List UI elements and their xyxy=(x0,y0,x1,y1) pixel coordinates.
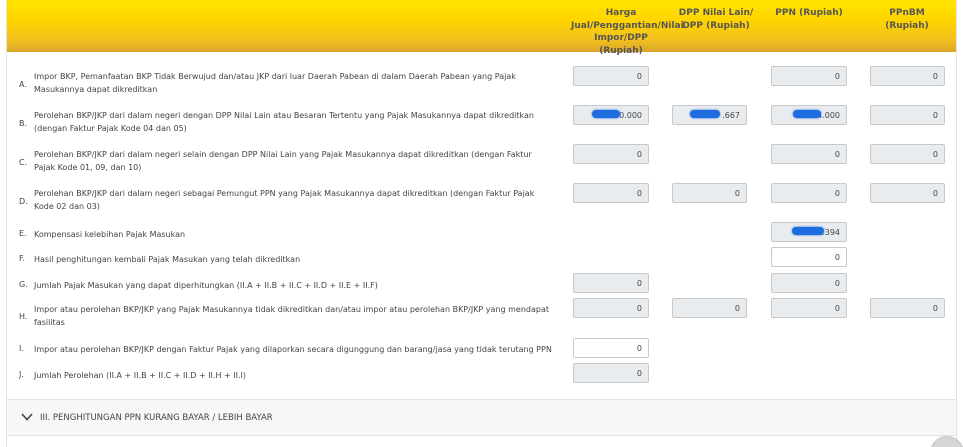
table-header xyxy=(7,0,956,56)
row-letter: D. xyxy=(19,197,28,206)
section-iii-toggle[interactable] xyxy=(7,399,956,436)
row-description: Hasil penghitungan kembali Pajak Masukan yang telah dikreditkan xyxy=(34,255,301,264)
harga-jual-field-j[interactable] xyxy=(573,363,649,383)
dpp-nilai-lain-field-d[interactable] xyxy=(672,183,747,203)
header-dpp-nilai-lain: DPP Nilai Lain/ DPP (Rupiah) xyxy=(678,8,754,31)
header-harga-jual: Harga Jual/Penggantian/Nilai Impor/DPP (Rupiah) xyxy=(571,8,684,56)
chevron-down-icon xyxy=(21,412,33,422)
redaction-mark xyxy=(793,110,821,118)
row-description: Jumlah Perolehan (II.A + II.B + II.C + II.D + II.H + II.I) xyxy=(34,371,246,380)
row-description: Impor atau perolehan BKP/JKP dengan Faktur Pajak yang dilaporkan secara digunggung dan barang/jasa yang tidak terutang PPN xyxy=(34,345,552,354)
ppn-field-a[interactable] xyxy=(771,66,847,86)
harga-jual-field-a[interactable] xyxy=(573,66,649,86)
row-description: Jumlah Pajak Masukan yang dapat diperhitungkan (II.A + II.B + II.C + II.D + II.E + II.F) xyxy=(34,281,378,290)
ppn-field-d[interactable] xyxy=(771,183,847,203)
harga-jual-field-h[interactable] xyxy=(573,298,649,318)
row-description: Perolehan BKP/JKP dari dalam negeri selain dengan DPP Nilai Lain yang Pajak Masukannya dapat dikreditkan (dengan Faktur Pajak Kode 01, 09, dan 10) xyxy=(34,150,532,172)
row-description: Impor atau perolehan BKP/JKP yang Pajak Masukannya tidak dikreditkan dan/atau impor atau perolehan BKP/JKP yang mendapat fasilitas xyxy=(34,305,550,327)
row-letter: J. xyxy=(19,370,24,379)
form-panel xyxy=(6,0,957,447)
redaction-mark xyxy=(690,110,720,118)
harga-jual-field-i[interactable] xyxy=(573,338,649,358)
dpp-nilai-lain-field-h[interactable] xyxy=(672,298,747,318)
row-description: Perolehan BKP/JKP dari dalam negeri dengan DPP Nilai Lain atau Besaran Tertentu yang Pajak Masukannya dapat dikreditkan (dengan Faktur Pajak Kode 04 dan 05) xyxy=(34,111,534,133)
row-letter: F. xyxy=(19,254,25,263)
ppnbm-field-c[interactable] xyxy=(870,144,945,164)
ppn-field-c[interactable] xyxy=(771,144,847,164)
row-letter: E. xyxy=(19,229,27,238)
redaction-mark xyxy=(792,227,824,235)
row-description: Impor BKP, Pemanfaatan BKP Tidak Berwujud dan/atau JKP dari luar Daerah Pabean di dalam Daerah Pabean yang Pajak Masukannya dapat dikreditkan xyxy=(34,72,516,94)
harga-jual-field-g[interactable] xyxy=(573,273,649,293)
ppnbm-field-b[interactable] xyxy=(870,105,945,125)
row-letter: A. xyxy=(19,80,27,89)
row-letter: G. xyxy=(19,280,28,289)
row-letter: B. xyxy=(19,119,28,128)
header-ppn: PPN (Rupiah) xyxy=(775,8,843,18)
ppn-field-h[interactable] xyxy=(771,298,847,318)
row-letter: C. xyxy=(19,158,28,167)
row-letter: H. xyxy=(19,312,28,321)
ppn-field-f[interactable] xyxy=(771,247,847,267)
row-description: Kompensasi kelebihan Pajak Masukan xyxy=(34,230,186,239)
harga-jual-field-d[interactable] xyxy=(573,183,649,203)
header-ppnbm: PPnBM (Rupiah) xyxy=(885,8,929,31)
ppnbm-field-h[interactable] xyxy=(870,298,945,318)
redaction-mark xyxy=(592,110,620,118)
row-description: Perolehan BKP/JKP dari dalam negeri sebagai Pemungut PPN yang Pajak Masukannya dapat dikreditkan (dengan Faktur Pajak Kode 02 dan 03) xyxy=(34,189,535,211)
section-title: III. PENGHITUNGAN PPN KURANG BAYAR / LEBIH BAYAR xyxy=(40,413,273,423)
row-letter: I. xyxy=(19,344,24,353)
harga-jual-field-c[interactable] xyxy=(573,144,649,164)
ppnbm-field-a[interactable] xyxy=(870,66,945,86)
ppn-field-g[interactable] xyxy=(771,273,847,293)
ppnbm-field-d[interactable] xyxy=(870,183,945,203)
